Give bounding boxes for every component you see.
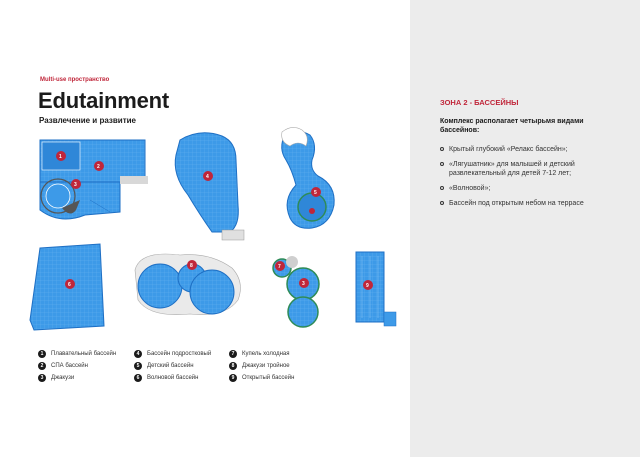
marker-1: 1 [59,154,62,160]
legend-item [134,360,211,372]
legend-item [38,372,116,384]
legend-number: 4 [134,350,142,358]
bullet-icon [440,186,444,190]
bullet-text: Крытый глубокий «Релакс бассейн»; [449,146,568,153]
bullet-text: Бассейн под открытым небом на террасе [449,200,584,207]
bullet-icon [440,147,444,151]
bullet-icon [440,201,444,205]
marker-8: 8 [190,263,193,269]
zone-bullet [440,160,615,178]
bullet-text: «Лягушатник» для малышей и детский развлекательный для детей 7-12 лет; [449,161,575,177]
zone-bullet-list [440,145,615,214]
zone-lead: Комплекс располагает четырьмя видами бассейнов: [440,118,584,134]
kicker-label: Multi-use пространство [40,77,110,83]
page-subtitle: Развлечение и развитие [39,116,136,125]
plan-teen-pool [175,133,244,240]
marker-4: 4 [206,174,209,180]
legend-number: 1 [38,350,46,358]
marker-7: 7 [278,264,281,270]
legend-item [38,360,116,372]
legend-column-2 [134,348,211,384]
legend-item [229,360,294,372]
legend-label: Плавательный бассейн [51,351,117,357]
legend-label: Открытый бассейн [242,375,295,381]
zone-bullet [440,184,615,193]
legend-number: 5 [134,362,142,370]
bullet-icon [440,162,444,166]
legend-item [38,348,116,360]
page-title: Edutainment [38,88,170,113]
legend-label: Бассейн подростковый [147,351,212,357]
zone-bullet [440,145,615,154]
legend-column-3 [229,348,294,384]
marker-3: 3 [74,182,77,188]
legend-number: 2 [38,362,46,370]
legend-item [229,348,294,360]
marker-3b: 3 [302,281,305,287]
zone-title: ЗОНА 2 - БАССЕЙНЫ [440,98,519,107]
marker-9: 9 [366,283,369,289]
marker-6: 6 [68,282,71,288]
marker-5: 5 [314,190,317,196]
legend-label: Джакузи тройное [242,363,290,369]
legend-number: 6 [134,374,142,382]
legend-number: 7 [229,350,237,358]
legend-item [134,372,211,384]
bullet-text: «Волновой»; [449,185,491,192]
legend-label: СПА бассейн [51,363,88,369]
zone-bullet [440,199,615,208]
right-panel [410,0,640,457]
legend-number: 8 [229,362,237,370]
legend-number: 9 [229,374,237,382]
plan-outdoor-pool [356,252,396,326]
plan-main-hall [40,140,148,219]
legend-number: 3 [38,374,46,382]
legend-item [229,372,294,384]
legend-column-1 [38,348,116,384]
legend-item [134,348,211,360]
plan-kids-pool [282,127,335,228]
legend-label: Волновой бассейн [147,375,199,381]
marker-2: 2 [97,164,100,170]
legend-label: Купель холодная [242,351,290,357]
legend-label: Детский бассейн [147,363,194,369]
legend-label: Джакузи [51,375,75,381]
